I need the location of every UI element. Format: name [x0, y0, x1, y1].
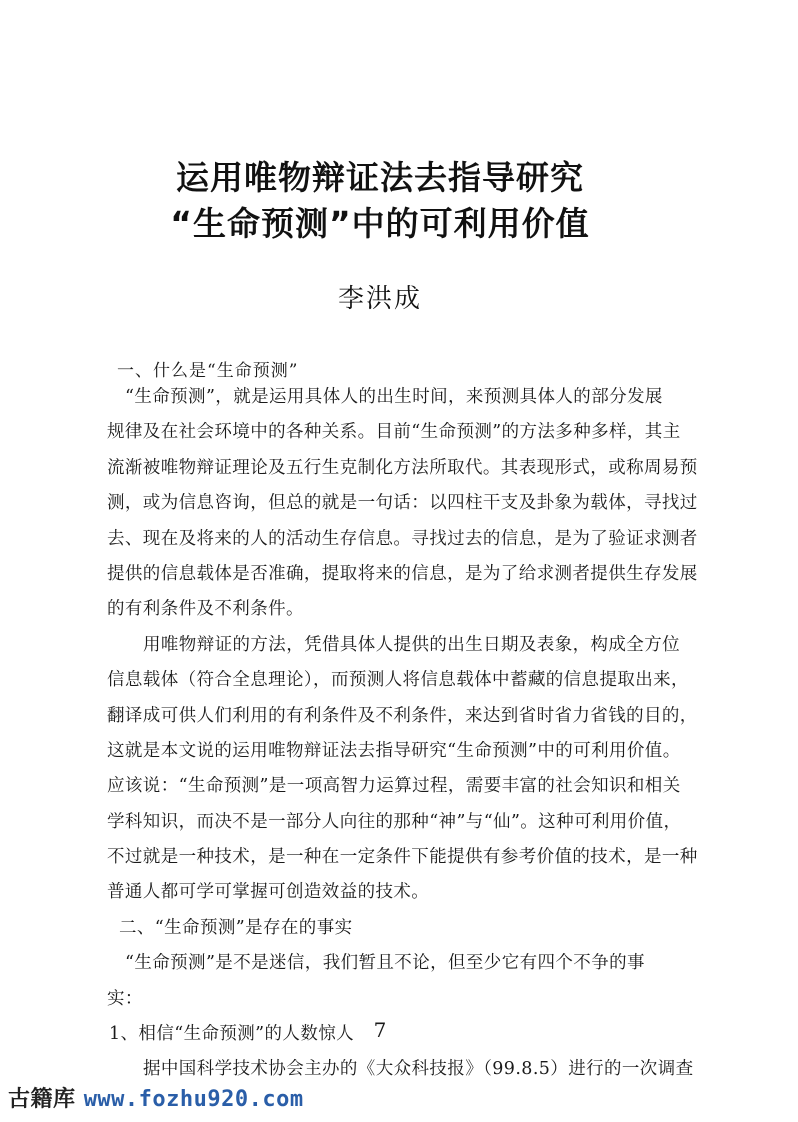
text-line: 用唯物辩证的方法，凭借具体人提供的出生日期及表象，构成全方位: [143, 634, 680, 655]
subheading-1: 1、相信“生命预测”的人数惊人: [109, 1024, 355, 1045]
text-line: 的有利条件及不利条件。: [107, 599, 304, 620]
text-line: “生命预测”是不是迷信，我们暂且不论，但至少它有四个不争的事: [125, 953, 645, 974]
page-number: 7: [373, 1018, 387, 1042]
title-line-1: 运用唯物辩证法去指导研究: [176, 158, 584, 197]
section-1-heading: 一、什么是“生命预测”: [117, 361, 299, 381]
watermark-url: www.fozhu920.com: [83, 1087, 304, 1112]
text-line: 测，或为信息咨询，但总的就是一句话：以四柱干支及卦象为载体，寻找过: [107, 493, 698, 514]
text-line: 流渐被唯物辩证理论及五行生克制化方法所取代。其表现形式，或称周易预: [107, 457, 698, 478]
text-line: 应该说：“生命预测”是一项高智力运算过程，需要丰富的社会知识和相关: [107, 776, 681, 797]
section-2-heading: 二、“生命预测”是存在的事实: [119, 917, 353, 938]
text-line: 提供的信息载体是否准确，提取将来的信息，是为了给求测者提供生存发展: [107, 563, 698, 584]
text-line: 不过就是一种技术，是一种在一定条件下能提供有参考价值的技术，是一种: [107, 847, 698, 868]
paragraph-1: [107, 380, 698, 628]
body-text: [107, 380, 698, 1088]
author: 李洪成: [337, 284, 422, 314]
text-line: 这就是本文说的运用唯物辩证法去指导研究“生命预测”中的可利用价值。: [107, 740, 681, 761]
paragraph-3: [107, 946, 677, 1017]
text-line: 实：: [107, 988, 143, 1009]
text-line: 信息载体（符合全息理论），而预测人将信息载体中蓄藏的信息提取出来，: [107, 670, 689, 691]
watermark: [8, 1082, 304, 1113]
text-line: 去、现在及将来的人的活动生存信息。寻找过去的信息，是为了验证求测者: [107, 528, 698, 549]
text-line: 翻译成可供人们利用的有利条件及不利条件，来达到省时省力省钱的目的，: [107, 705, 698, 726]
text-line: 规律及在社会环境中的各种关系。目前“生命预测”的方法多种多样，其主: [107, 422, 681, 443]
text-line: 普通人都可学可掌握可创造效益的技术。: [107, 882, 430, 903]
text-line: 据中国科学技术协会主办的《大众科技报》（99.8.5）进行的一次调查: [143, 1059, 694, 1080]
watermark-brand: 古籍库: [8, 1087, 76, 1112]
text-line: “生命预测”，就是运用具体人的出生时间，来预测具体人的部分发展: [125, 387, 663, 407]
text-line: 学科知识，而决不是一部分人向往的那种“神”与“仙”。这种可利用价值，: [107, 811, 682, 832]
title-line-2: “生命预测”中的可利用价值: [170, 204, 590, 243]
paragraph-2: [107, 628, 698, 911]
